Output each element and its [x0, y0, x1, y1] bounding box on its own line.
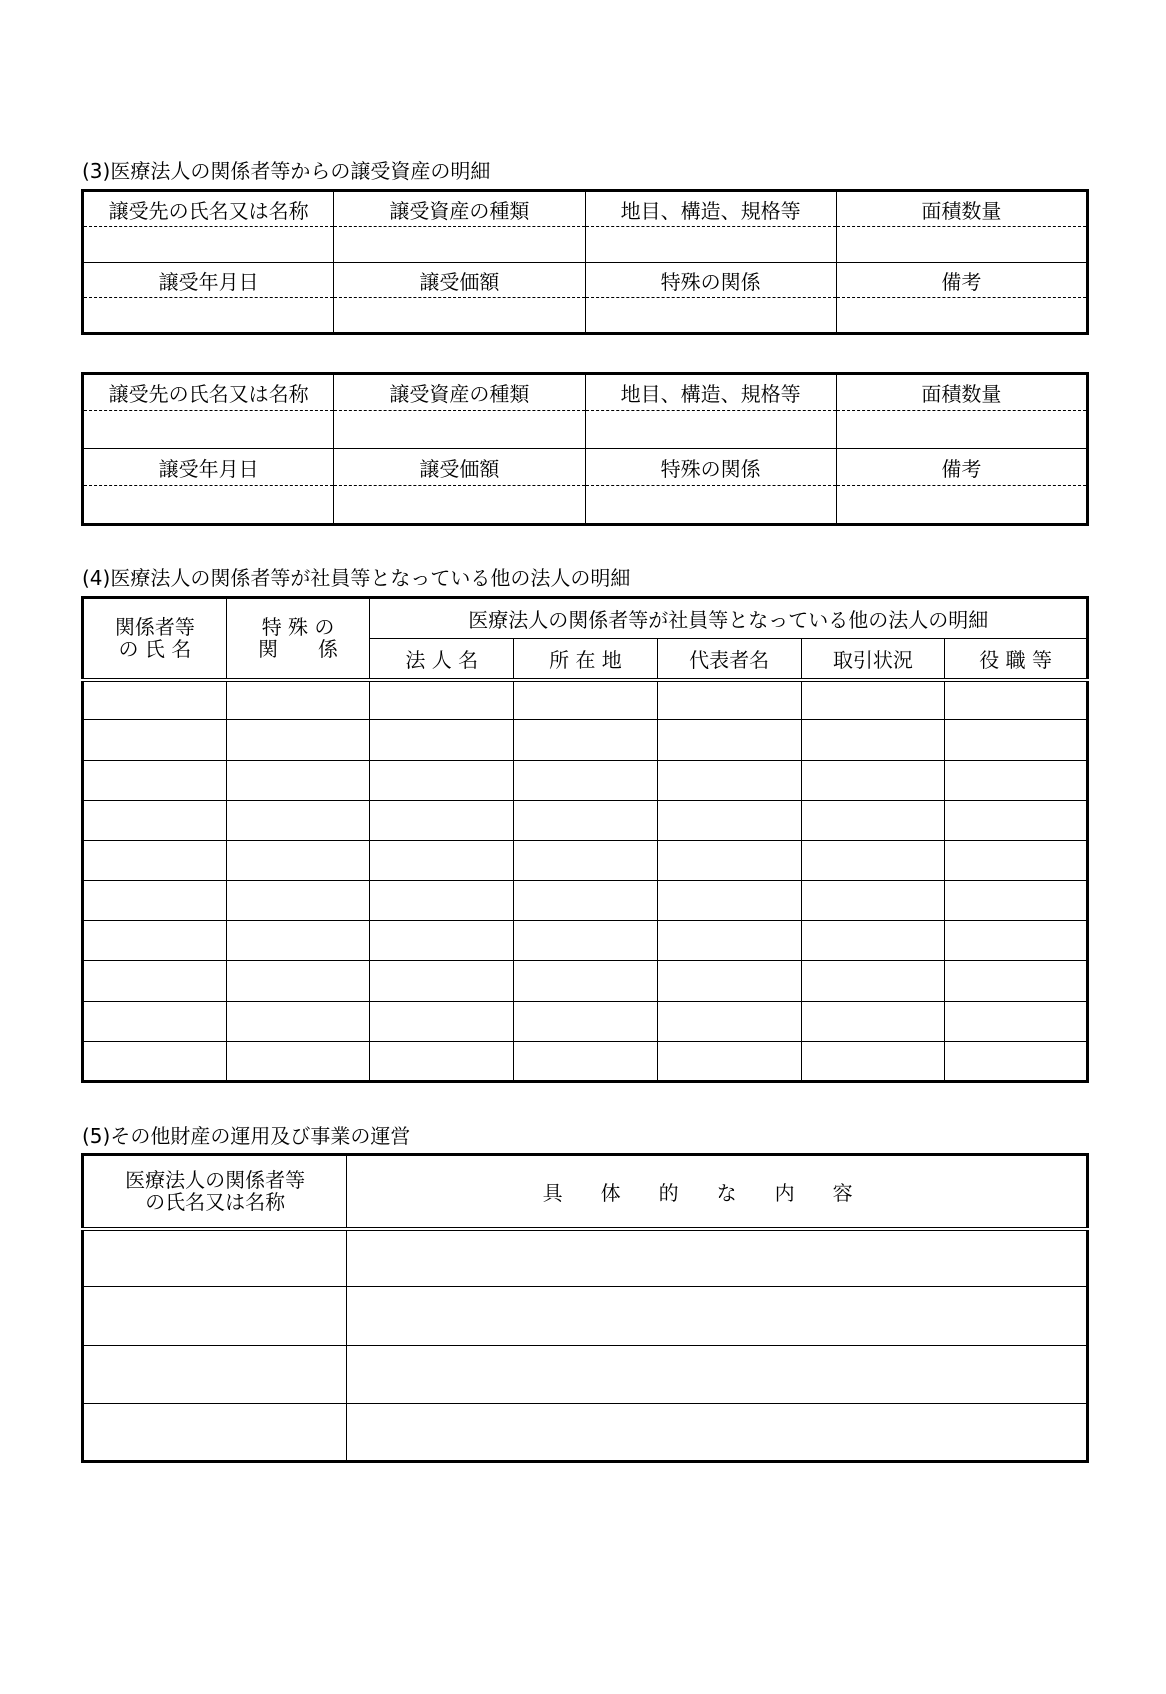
table-cell[interactable] [370, 720, 514, 760]
table-cell[interactable] [657, 760, 801, 800]
table-cell[interactable] [226, 800, 370, 840]
header-location: 所 在 地 [514, 639, 658, 680]
table-cell[interactable] [514, 720, 658, 760]
table-cell[interactable] [657, 1001, 801, 1041]
table-cell[interactable] [226, 1041, 370, 1081]
table-cell[interactable] [370, 800, 514, 840]
table-cell[interactable] [945, 800, 1088, 840]
table-cell[interactable] [801, 680, 945, 720]
header-specific-content [347, 1155, 1088, 1229]
table-cell[interactable] [945, 921, 1088, 961]
table-cell[interactable] [226, 1001, 370, 1041]
table-cell[interactable] [801, 840, 945, 880]
header-transferor-name: 譲受先の氏名又は名称 [83, 374, 334, 411]
header-related-person-name [83, 1155, 347, 1229]
header-area-quantity: 面積数量 [836, 191, 1087, 227]
table-cell[interactable] [83, 1229, 347, 1287]
table-cell[interactable] [514, 680, 658, 720]
header-transaction-status: 取引状況 [801, 639, 945, 680]
header-other-corporations-group: 医療法人の関係者等が社員等となっている他の法人の明細 [370, 598, 1088, 639]
header-remarks: 備考 [836, 263, 1087, 298]
operations-table [81, 1153, 1089, 1463]
table-row [83, 680, 1088, 720]
table-cell[interactable] [945, 961, 1088, 1001]
table-cell[interactable] [801, 800, 945, 840]
table-cell[interactable] [514, 881, 658, 921]
area-quantity-field[interactable] [836, 227, 1087, 263]
header-position: 役 職 等 [945, 639, 1088, 680]
land-structure-spec-field[interactable] [585, 227, 836, 263]
table-row [83, 881, 1088, 921]
table-cell[interactable] [514, 1001, 658, 1041]
header-related-person-name [83, 598, 227, 680]
table-cell[interactable] [370, 680, 514, 720]
header-representative-name: 代表者名 [657, 639, 801, 680]
table-cell[interactable] [347, 1345, 1088, 1403]
table-cell[interactable] [83, 760, 227, 800]
table-row [83, 800, 1088, 840]
table-cell[interactable] [801, 881, 945, 921]
table-cell[interactable] [226, 720, 370, 760]
table-cell[interactable] [514, 961, 658, 1001]
table-cell[interactable] [945, 680, 1088, 720]
table-cell[interactable] [370, 1001, 514, 1041]
header-related-person-name-line2: の氏名又は名称 [145, 1190, 286, 1215]
header-corporation-name: 法 人 名 [370, 639, 514, 680]
header-specific-content-label: 具体的な内容 [542, 1180, 891, 1205]
table-cell[interactable] [657, 840, 801, 880]
header-related-person-name-line2: の 氏 名 [118, 637, 192, 662]
table-cell[interactable] [945, 840, 1088, 880]
transfer-table-1 [81, 189, 1089, 335]
table-cell[interactable] [83, 1001, 227, 1041]
table-cell[interactable] [801, 760, 945, 800]
header-special-relation [226, 598, 370, 680]
header-transferor-name: 譲受先の氏名又は名称 [83, 191, 334, 227]
header-area-quantity: 面積数量 [836, 374, 1087, 411]
table-cell[interactable] [370, 760, 514, 800]
table-cell[interactable] [945, 760, 1088, 800]
header-asset-type: 譲受資産の種類 [334, 374, 585, 411]
table-cell[interactable] [945, 1041, 1088, 1081]
table-row [83, 1041, 1088, 1081]
table-cell[interactable] [83, 1287, 347, 1345]
table-cell[interactable] [657, 680, 801, 720]
table-row [83, 1229, 1088, 1287]
table-cell[interactable] [657, 881, 801, 921]
table-row [83, 1403, 1088, 1461]
table-cell[interactable] [657, 961, 801, 1001]
table-cell[interactable] [83, 1403, 347, 1461]
table-cell[interactable] [801, 961, 945, 1001]
table-cell[interactable] [83, 1041, 227, 1081]
header-related-person-name-line1: 関係者等 [114, 615, 195, 640]
section5-heading: (5)その他財産の運用及び事業の運営 [82, 1124, 411, 1148]
remarks-field[interactable] [836, 298, 1087, 334]
header-transfer-date: 譲受年月日 [83, 263, 334, 298]
table-cell[interactable] [226, 680, 370, 720]
table-cell[interactable] [514, 800, 658, 840]
transfer-table-2 [81, 372, 1089, 526]
table-row [83, 760, 1088, 800]
table-cell[interactable] [514, 921, 658, 961]
other-corporations-table [81, 596, 1089, 1083]
header-transfer-price: 譲受価額 [334, 449, 585, 486]
header-transfer-date: 譲受年月日 [83, 449, 334, 486]
table-cell[interactable] [370, 1041, 514, 1081]
area-quantity-field[interactable] [836, 411, 1087, 449]
land-structure-spec-field[interactable] [585, 411, 836, 449]
header-related-person-name-line1: 医療法人の関係者等 [125, 1168, 306, 1193]
table-row [83, 961, 1088, 1001]
table-cell[interactable] [83, 961, 227, 1001]
remarks-field[interactable] [836, 486, 1087, 525]
table-cell[interactable] [83, 921, 227, 961]
table-cell[interactable] [347, 1403, 1088, 1461]
table-cell[interactable] [801, 1041, 945, 1081]
asset-type-field[interactable] [334, 411, 585, 449]
table-cell[interactable] [83, 881, 227, 921]
table-cell[interactable] [347, 1229, 1088, 1287]
table-cell[interactable] [657, 1041, 801, 1081]
header-special-relation: 特殊の関係 [585, 449, 836, 486]
table-cell[interactable] [514, 840, 658, 880]
transferor-name-field[interactable] [83, 227, 334, 263]
table-cell[interactable] [945, 720, 1088, 760]
transfer-date-field[interactable] [83, 486, 334, 525]
header-special-relation-line2: 関 係 [258, 637, 339, 662]
table-cell[interactable] [370, 961, 514, 1001]
table-cell[interactable] [226, 961, 370, 1001]
table-cell[interactable] [801, 921, 945, 961]
table-cell[interactable] [514, 760, 658, 800]
header-special-relation: 特殊の関係 [585, 263, 836, 298]
special-relation-field[interactable] [585, 486, 836, 525]
header-transfer-price: 譲受価額 [334, 263, 585, 298]
special-relation-field[interactable] [585, 298, 836, 334]
table-cell[interactable] [83, 720, 227, 760]
table-row [83, 1001, 1088, 1041]
table-cell[interactable] [801, 1001, 945, 1041]
table-cell[interactable] [83, 840, 227, 880]
header-land-structure-spec: 地目、構造、規格等 [585, 374, 836, 411]
transfer-price-field[interactable] [334, 298, 585, 334]
operations-rows [83, 1229, 1088, 1462]
section3-heading: (3)医療法人の関係者等からの譲受資産の明細 [82, 159, 491, 183]
transfer-date-field[interactable] [83, 298, 334, 334]
header-asset-type: 譲受資産の種類 [334, 191, 585, 227]
asset-type-field[interactable] [334, 227, 585, 263]
table-cell[interactable] [226, 921, 370, 961]
table-cell[interactable] [514, 1041, 658, 1081]
transferor-name-field[interactable] [83, 411, 334, 449]
table-cell[interactable] [370, 840, 514, 880]
table-row [83, 921, 1088, 961]
table-cell[interactable] [83, 1345, 347, 1403]
table-cell[interactable] [226, 760, 370, 800]
table-row [83, 1287, 1088, 1345]
section4-heading: (4)医療法人の関係者等が社員等となっている他の法人の明細 [82, 566, 631, 590]
table-cell[interactable] [945, 1001, 1088, 1041]
table-cell[interactable] [801, 720, 945, 760]
table-cell[interactable] [657, 720, 801, 760]
header-special-relation-line1: 特 殊 の [261, 615, 335, 640]
transfer-price-field[interactable] [334, 486, 585, 525]
table-cell[interactable] [657, 800, 801, 840]
table-cell[interactable] [83, 680, 227, 720]
other-corporations-rows [83, 680, 1088, 1082]
table-cell[interactable] [226, 840, 370, 880]
table-cell[interactable] [347, 1287, 1088, 1345]
table-cell[interactable] [945, 881, 1088, 921]
table-cell[interactable] [657, 921, 801, 961]
table-cell[interactable] [83, 800, 227, 840]
table-row [83, 1345, 1088, 1403]
table-cell[interactable] [370, 921, 514, 961]
table-row [83, 840, 1088, 880]
table-cell[interactable] [226, 881, 370, 921]
header-remarks: 備考 [836, 449, 1087, 486]
table-cell[interactable] [370, 881, 514, 921]
table-row [83, 720, 1088, 760]
header-land-structure-spec: 地目、構造、規格等 [585, 191, 836, 227]
